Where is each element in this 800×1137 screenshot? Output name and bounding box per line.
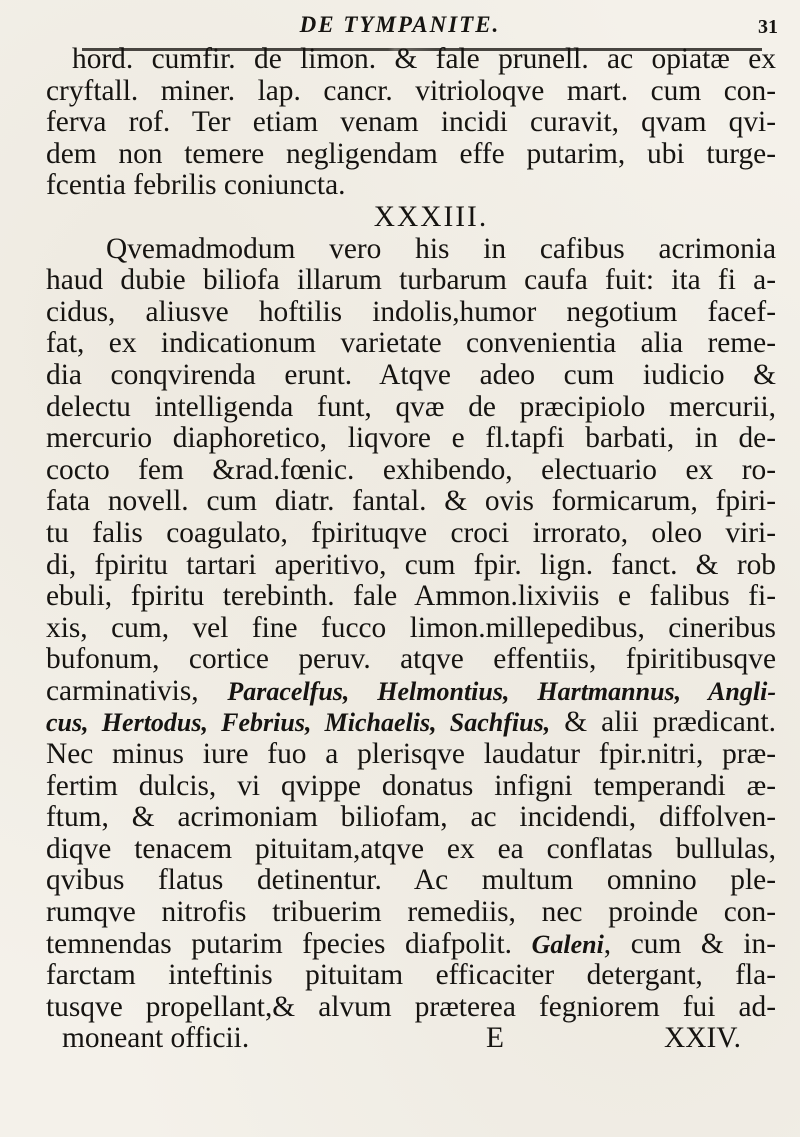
galeni-rest: , cum & in- [603, 927, 776, 960]
galeni-line [46, 929, 776, 961]
text-line: cocto fem &rad.fœnic. exhibendo, electuario ex ro- [46, 453, 776, 486]
text-line: fertim dulcis, vi qvippe donatus infigni temperandi æ- [46, 769, 776, 802]
footer-text: moneant officii. [62, 1022, 250, 1055]
text-line: Qvemadmodum vero his in cafibus acrimonia [106, 232, 776, 265]
authors-names: Paracelfus, Helmontius, Hartmannus, Angli- [227, 676, 776, 706]
signature-mark: E [486, 1022, 504, 1055]
text-line: dia conqvirenda erunt. Atqve adeo cum iudicio & [46, 358, 776, 391]
text-line: dem non temere negligendam effe putarim, ubi turge- [46, 137, 776, 170]
text-line: cidus, aliusve hoftilis indolis,humor negotium facef- [46, 295, 776, 328]
text-line: qvibus flatus detinentur. Ac multum omnino ple- [46, 864, 776, 897]
authors-names-2: cus, Hertodus, Febrius, Michaelis, Sachfius, [46, 708, 551, 738]
authors-tail: & alii prædicant. [564, 706, 776, 739]
text-line: mercurio diaphoretico, liqvore e fl.tapfi barbati, in de- [46, 422, 776, 455]
text-line: bufonum, cortice peruv. atqve effentiis, fpiritibusqve [46, 643, 776, 676]
page-number: 31 [758, 16, 778, 38]
text-line: fcentia febrilis coniuncta. [46, 169, 346, 202]
text-line: haud dubie biliofa illarum turbarum caufa fuit: ita fi a- [46, 264, 776, 297]
text-line: cryftall. miner. lap. cancr. vitrioloqve mart. cum con- [46, 74, 776, 107]
text-line: di, fpiritu tartari aperitivo, cum fpir. lign. fanct. & rob [46, 548, 776, 581]
text-line: tusqve propellant,& alvum præterea fegniorem fui ad- [46, 990, 776, 1023]
text-line: ftum, & acrimoniam biliofam, ac incidendi, diffolven- [46, 801, 776, 834]
page-footer [46, 1023, 776, 1055]
text-line: farctam inteftinis pituitam efficaciter detergant, fla- [46, 959, 776, 992]
text-line: fata novell. cum diatr. fantal. & ovis formicarum, fpiri- [46, 485, 776, 518]
text-line: ebuli, fpiritu terebinth. fale Ammon.lixiviis e falibus fi- [46, 580, 776, 613]
body-text [46, 44, 776, 1055]
text-line: ferva rof. Ter etiam venam incidi curavit, qvam qvi- [46, 106, 776, 139]
text-line: rumqve nitrofis tribuerim remediis, nec proinde con- [46, 896, 776, 929]
section-heading: XXXIII. [373, 200, 489, 233]
text-line: xis, cum, vel fine fucco limon.millepedibus, cineribus [46, 611, 776, 644]
authors-line-2 [46, 707, 776, 739]
text-line: tu falis coagulato, fpirituqve croci irrorato, oleo viri- [46, 516, 776, 549]
running-title: DE TYMPANITE. [299, 12, 501, 37]
authors-line [46, 676, 776, 708]
catchword: XXIV. [664, 1022, 742, 1055]
text-line: delectu intelligenda funt, qvæ de præcipiolo mercurii, [46, 390, 776, 423]
galeni-name: Galeni [531, 929, 604, 959]
authors-lead: carminativis, [46, 674, 199, 707]
running-head [0, 8, 800, 42]
text-line: diqve tenacem pituitam,atqve ex ea conflatas bullulas, [46, 832, 776, 865]
galeni-lead: temnendas putarim fpecies diafpolit. [46, 927, 512, 960]
text-line: fat, ex indicationum varietate convenientia alia reme- [46, 327, 776, 360]
text-line: hord. cumfir. de limon. & fale prunell. ac opiatæ ex [72, 43, 776, 75]
text-line: Nec minus iure fuo a plerisqve laudatur fpir.nitri, præ- [46, 738, 776, 771]
